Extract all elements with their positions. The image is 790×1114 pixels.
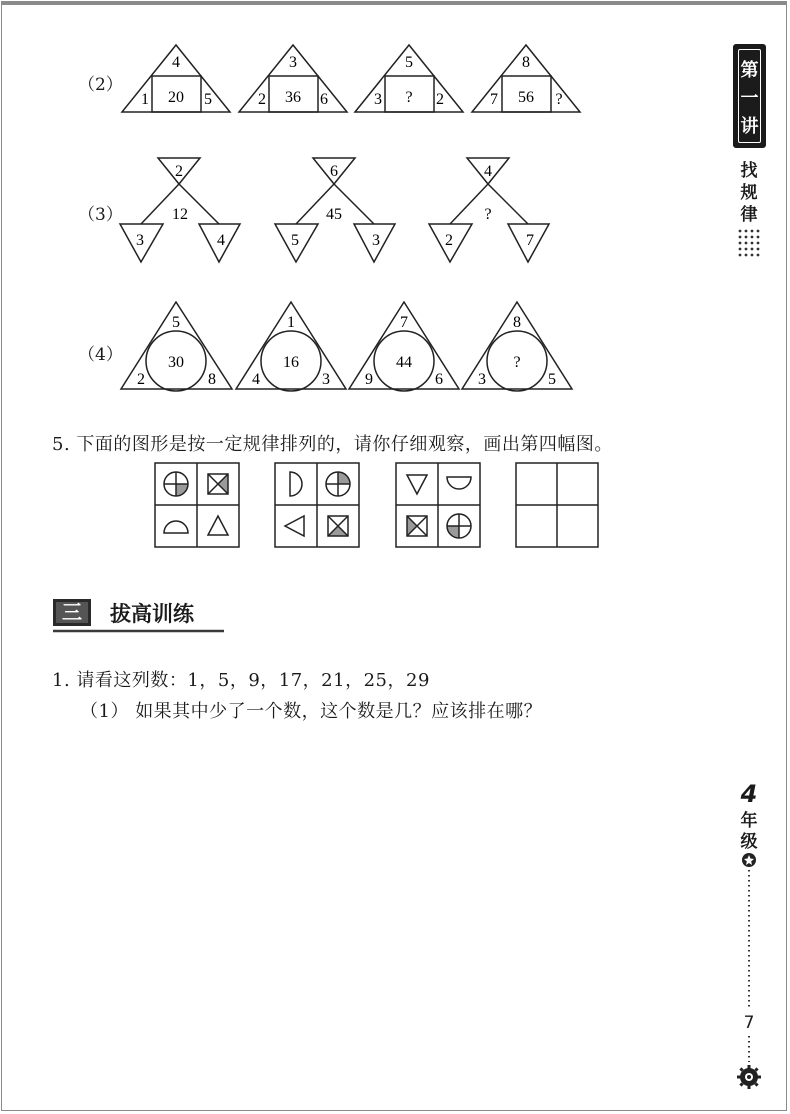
right-number: 3 bbox=[322, 371, 330, 388]
left-number: 1 bbox=[141, 91, 149, 108]
top-number: 2 bbox=[175, 163, 183, 180]
pattern-grid-1 bbox=[155, 463, 239, 547]
chapter-char-1: 第 bbox=[740, 60, 759, 81]
quartered-circle-icon bbox=[447, 514, 471, 538]
top-number: 4 bbox=[484, 163, 492, 180]
practice-1-sub bbox=[80, 697, 542, 723]
grade-char-1: 年 bbox=[740, 811, 758, 831]
top-number: 5 bbox=[172, 314, 180, 331]
problem-3-figure-1 bbox=[120, 158, 240, 262]
section-badge: 三 bbox=[62, 600, 82, 624]
semicircle-icon bbox=[447, 477, 471, 489]
center-number: 16 bbox=[283, 354, 299, 371]
right-number: 4 bbox=[217, 232, 225, 249]
center-number: 36 bbox=[285, 89, 301, 106]
center-number: 12 bbox=[172, 206, 188, 223]
problem-2-figure-1 bbox=[122, 45, 230, 112]
right-number: 5 bbox=[548, 371, 556, 388]
problem-4-figure-1 bbox=[121, 302, 232, 391]
gear-icon bbox=[737, 1065, 761, 1089]
top-number: 8 bbox=[522, 54, 530, 71]
practice-1-text: 请看这列数：1，5，9，17，21，25，29 bbox=[76, 670, 430, 691]
center-number: ? bbox=[484, 206, 492, 223]
right-number: 2 bbox=[436, 91, 444, 108]
center-number: 44 bbox=[396, 354, 412, 371]
pattern-grid-3 bbox=[396, 463, 480, 547]
top-number: 3 bbox=[289, 54, 297, 71]
triangle-up-icon bbox=[208, 516, 228, 535]
sidebar-dot-grid bbox=[739, 230, 760, 257]
right-number: 6 bbox=[435, 371, 443, 388]
problem-2-figure-2 bbox=[239, 45, 347, 112]
right-number: 7 bbox=[526, 232, 534, 249]
top-number: 6 bbox=[330, 163, 338, 180]
topic-char-2: 规 bbox=[740, 183, 758, 203]
left-number: 2 bbox=[258, 91, 266, 108]
practice-1-number: 1. bbox=[52, 670, 71, 691]
center-number: 20 bbox=[168, 89, 184, 106]
problem-4-figure-4 bbox=[462, 302, 572, 391]
right-number: 8 bbox=[208, 371, 216, 388]
top-number: 1 bbox=[287, 314, 295, 331]
top-number: 4 bbox=[172, 54, 180, 71]
top-number: 7 bbox=[400, 314, 408, 331]
quartered-circle-icon bbox=[164, 472, 188, 496]
chapter-char-3: 讲 bbox=[740, 116, 759, 137]
left-number: 3 bbox=[136, 232, 144, 249]
question-5 bbox=[52, 430, 613, 456]
right-number: 6 bbox=[320, 91, 328, 108]
topic-char-1: 找 bbox=[740, 161, 758, 181]
center-number: 56 bbox=[518, 89, 534, 106]
page-number: 7 bbox=[743, 1013, 755, 1033]
section-title: 拔高训练 bbox=[110, 602, 194, 626]
crossed-square-icon bbox=[208, 474, 228, 494]
triangle-down-icon bbox=[407, 475, 427, 494]
chapter-char-2: 一 bbox=[740, 88, 759, 109]
problem-4-figure-2 bbox=[236, 302, 346, 391]
left-number: 4 bbox=[252, 371, 260, 388]
center-number: 45 bbox=[326, 206, 342, 223]
problem-2-label: （2） bbox=[78, 75, 123, 95]
question-5-number: 5. bbox=[52, 434, 71, 455]
semicircle-icon bbox=[290, 472, 302, 496]
left-number: 9 bbox=[365, 371, 373, 388]
grade-char-2: 级 bbox=[740, 832, 758, 852]
practice-1-sub-text: 如果其中少了一个数，这个数是几？应该排在哪？ bbox=[135, 701, 543, 722]
problem-4-label: （4） bbox=[78, 345, 123, 365]
quartered-circle-icon bbox=[326, 472, 350, 496]
left-number: 5 bbox=[291, 232, 299, 249]
center-number: 30 bbox=[168, 354, 184, 371]
center-number: ? bbox=[405, 89, 413, 106]
left-number: 3 bbox=[374, 91, 382, 108]
grade-number: 4 bbox=[740, 780, 758, 808]
problem-2-figure-3 bbox=[355, 45, 463, 112]
top-number: 8 bbox=[513, 314, 521, 331]
left-number: 2 bbox=[137, 371, 145, 388]
practice-1-sub-label: （1） bbox=[80, 701, 129, 722]
triangle-left-icon bbox=[285, 516, 304, 536]
pattern-grid-answer[interactable] bbox=[516, 463, 598, 547]
practice-1 bbox=[52, 666, 430, 692]
top-number: 5 bbox=[405, 54, 413, 71]
right-number: 5 bbox=[204, 91, 212, 108]
left-number: 3 bbox=[478, 371, 486, 388]
problem-2-figure-4 bbox=[472, 45, 580, 112]
problem-3-figure-2 bbox=[275, 158, 395, 262]
problem-4-figure-3 bbox=[349, 302, 459, 391]
left-number: 7 bbox=[490, 91, 498, 108]
semicircle-icon bbox=[164, 521, 188, 533]
pattern-grid-2 bbox=[275, 463, 359, 547]
right-number: 3 bbox=[372, 232, 380, 249]
problem-3-label: （3） bbox=[78, 205, 123, 225]
problem-3-figure-3 bbox=[429, 158, 549, 262]
crossed-square-icon bbox=[328, 516, 348, 536]
right-number: ? bbox=[555, 91, 563, 108]
grade-star-icon bbox=[742, 853, 756, 867]
question-5-text: 下面的图形是按一定规律排列的，请你仔细观察，画出第四幅图。 bbox=[76, 434, 613, 455]
topic-char-3: 律 bbox=[740, 205, 758, 225]
left-number: 2 bbox=[445, 232, 453, 249]
center-number: ? bbox=[513, 354, 521, 371]
crossed-square-icon bbox=[407, 516, 427, 536]
chapter-tab bbox=[733, 44, 766, 148]
